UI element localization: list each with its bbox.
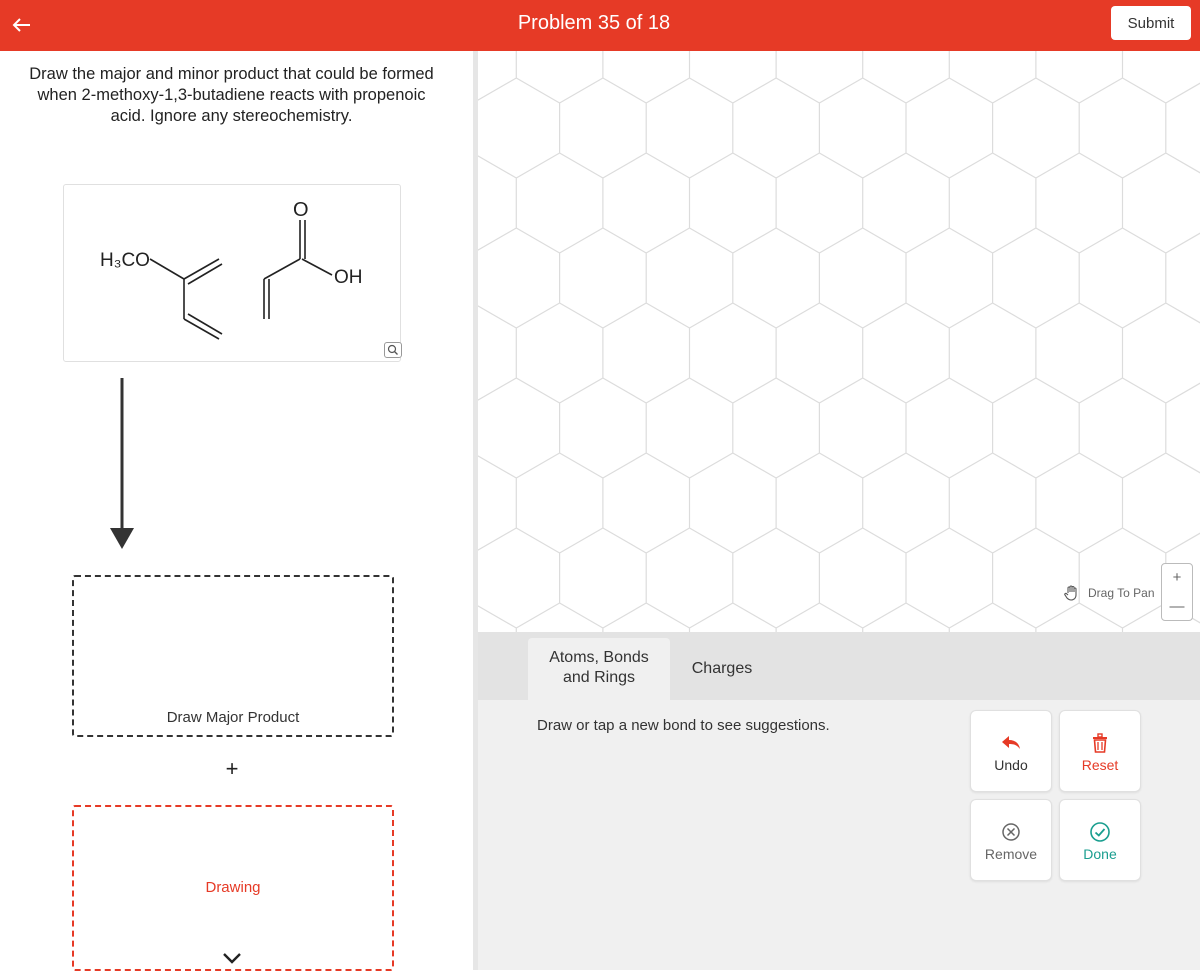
tool-tabs [478,632,1200,700]
trash-icon [1090,732,1110,754]
top-bar [0,0,1200,51]
remove-x-icon [1001,822,1021,842]
hexagon-grid [478,51,1200,632]
methoxy-label: H₃CO [100,250,150,271]
undo-button[interactable] [970,710,1052,792]
canvas-zoom-control [1161,563,1193,621]
zoom-in-button[interactable]: + [1172,569,1182,586]
submit-button[interactable]: Submit [1111,6,1191,40]
hydroxyl-label: OH [334,267,363,288]
remove-label: Remove [984,846,1038,862]
major-product-label: Draw Major Product [166,709,300,726]
question-panel [0,51,473,970]
tab-charges-label: Charges [691,660,753,677]
done-check-icon [1089,821,1111,843]
drawing-canvas[interactable] [478,51,1200,632]
drawing-status-label: Drawing [205,879,261,896]
undo-label: Undo [994,757,1028,773]
reset-label: Reset [1081,757,1119,773]
bond-c-oh [302,259,332,275]
plus-sign: + [225,756,239,781]
done-label: Done [1083,846,1117,862]
problem-title: Problem 35 of 18 [517,12,671,34]
chevron-down-icon[interactable] [221,951,243,965]
minor-product-drawing-box[interactable] [72,805,394,971]
tab-charges[interactable] [678,638,766,700]
zoom-out-button[interactable]: — [1169,598,1185,615]
carbonyl-oxygen-label: O [293,199,309,221]
zoom-magnifier-icon[interactable] [384,342,402,358]
done-button[interactable] [1059,799,1141,881]
reaction-arrow [108,378,136,552]
drag-to-pan-hint [1062,580,1162,606]
bond-o-c2 [150,259,184,279]
tab-atoms-bonds-rings-label: Atoms, Bonds and Rings [549,649,649,686]
major-product-box[interactable] [72,575,394,737]
suggestion-hint: Draw or tap a new bond to see suggestions. [537,717,830,734]
reactant-structures-card [63,184,401,362]
hand-icon [1062,583,1082,603]
question-text: Draw the major and minor product that could be formed when 2-methoxy-1,3-butadiene reacts with propenoic acid. Ignore any stereochemistry. [29,65,434,125]
tab-atoms-bonds-rings[interactable] [528,638,670,700]
tools-panel [478,700,1200,970]
bond-alpha-carbonyl [264,259,300,279]
drag-to-pan-label: Drag To Pan [1088,586,1155,600]
reactant-structures [64,185,402,363]
hexagon-grid-lines [478,51,1200,632]
reset-button[interactable] [1059,710,1141,792]
remove-button[interactable] [970,799,1052,881]
undo-icon [1000,734,1022,752]
